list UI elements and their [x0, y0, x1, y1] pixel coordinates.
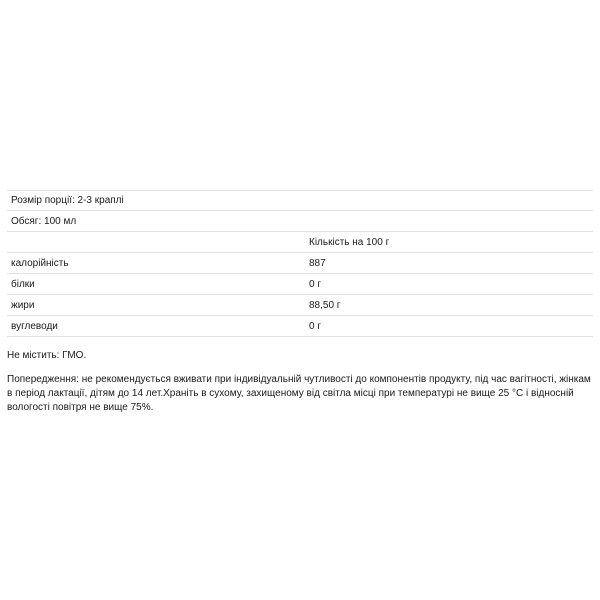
table-header-row — [7, 232, 593, 253]
nutrient-value: 0 г — [309, 278, 321, 290]
volume-text: Обсяг: 100 мл — [11, 215, 77, 227]
nutrient-name: калорійність — [11, 257, 69, 269]
serving-size-row — [7, 190, 593, 211]
nutrient-name: білки — [11, 278, 35, 290]
table-row — [7, 274, 593, 295]
nutrient-name: вуглеводи — [11, 320, 58, 332]
serving-size-text: Розмір порції: 2-3 краплі — [11, 195, 124, 206]
nutrient-value: 0 г — [309, 320, 321, 332]
product-notes — [7, 349, 593, 415]
nutrient-value: 88,50 г — [309, 299, 341, 311]
warning-text: Попередження: не рекомендується вживати при індивідуальній чутливості до компонентів продукту, під час вагітності, жінкам в період лактації, дітям до 14 лет.Храніть в сухому, захищеному від світла місці при температурі не вище 25 °С і відносній вологості повітря не вище 75%. — [7, 374, 591, 413]
nutrient-name: жири — [11, 299, 35, 311]
table-header-amount: Кількість на 100 г — [309, 236, 390, 248]
table-row — [7, 316, 593, 337]
nutrient-value: 887 — [309, 257, 326, 269]
volume-row — [7, 211, 593, 232]
nutrition-table — [7, 190, 593, 337]
contains-not-text: Не містить: ГМО. — [7, 350, 87, 361]
table-row — [7, 295, 593, 316]
table-row — [7, 253, 593, 274]
